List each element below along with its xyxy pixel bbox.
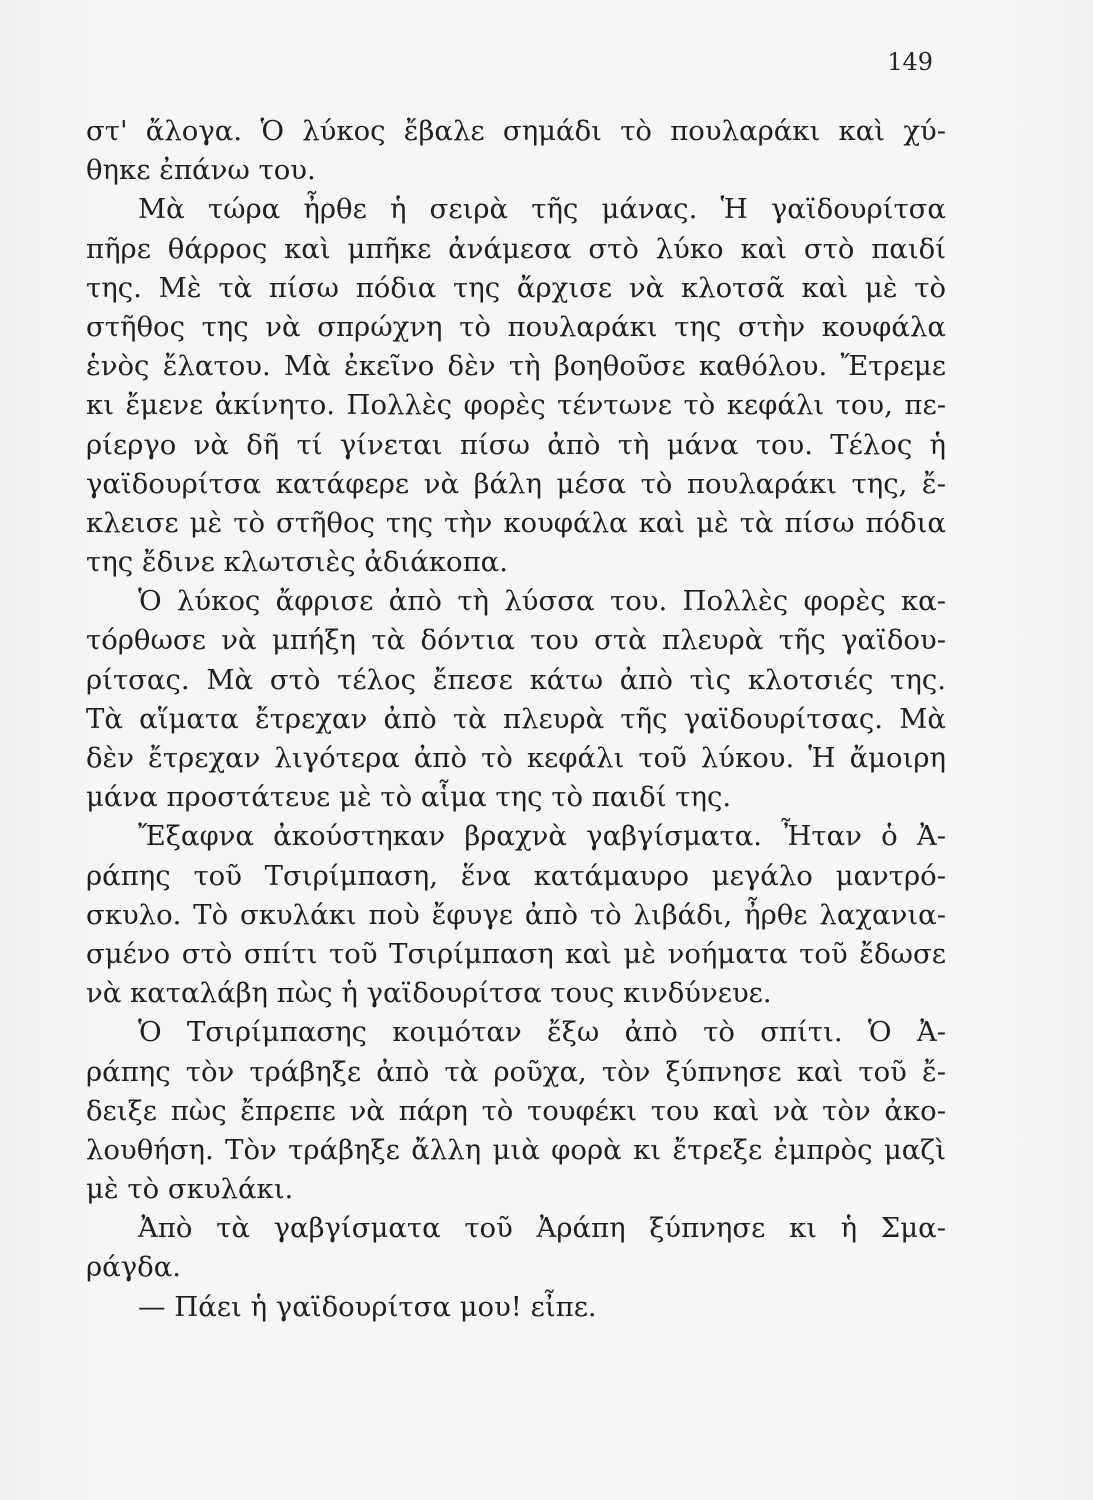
- text-line: δειξε πὼς ἔπρεπε νὰ πάρη τὸ τουφέκι του καὶ νὰ τὸν ἀκο-: [86, 1094, 946, 1127]
- text-line: λουθήση. Τὸν τράβηξε ἄλλη μιὰ φορὰ κι ἔτρεξε ἐμπρὸς μαζὶ: [86, 1133, 946, 1166]
- text-line: της ἔδινε κλωτσιὲς ἀδιάκοπα.: [86, 546, 508, 579]
- text-line: Μὰ τώρα ἦρθε ἡ σειρὰ τῆς μάνας. Ἡ γαϊδουρίτσα: [138, 193, 946, 226]
- text-line: πῆρε θάρρος καὶ μπῆκε ἀνάμεσα στὸ λύκο καὶ στὸ παιδί: [86, 232, 946, 265]
- text-line: στ' ἄλογα. Ὁ λύκος ἔβαλε σημάδι τὸ πουλαράκι καὶ χύ-: [86, 115, 946, 147]
- text-line: της. Μὲ τὰ πίσω πόδια της ἄρχισε νὰ κλοτσᾶ καὶ μὲ τὸ: [86, 271, 946, 304]
- text-line: ρίτσας. Μὰ στὸ τέλος ἔπεσε κάτω ἀπὸ τὶς κλοτσιές της.: [86, 663, 946, 696]
- body-text: [86, 112, 946, 1327]
- text-line: Ἔξαφνα ἀκούστηκαν βραχνὰ γαβγίσματα. Ἦταν ὁ Ἀ-: [138, 820, 946, 853]
- text-line: νὰ καταλάβη πὼς ἡ γαϊδουρίτσα τους κινδύνευε.: [86, 977, 772, 1010]
- text-line: μὲ τὸ σκυλάκι.: [86, 1173, 294, 1206]
- text-line: — Πάει ἡ γαϊδουρίτσα μου! εἶπε.: [138, 1290, 597, 1323]
- text-line: σμένο στὸ σπίτι τοῦ Τσιρίμπαση καὶ μὲ νοήματα τοῦ ἔδωσε: [86, 937, 946, 970]
- text-line: κι ἔμενε ἀκίνητο. Πολλὲς φορὲς τέντωνε τὸ κεφάλι του, πε-: [86, 389, 946, 422]
- text-line: Τὰ αἵματα ἔτρεχαν ἀπὸ τὰ πλευρὰ τῆς γαϊδουρίτσας. Μὰ: [86, 702, 946, 735]
- text-line: Ὁ Τσιρίμπασης κοιμόταν ἔξω ἀπὸ τὸ σπίτι. Ὁ Ἀ-: [138, 1016, 946, 1049]
- text-line: κλεισε μὲ τὸ στῆθος της τὴν κουφάλα καὶ μὲ τὰ πίσω πόδια: [86, 506, 946, 539]
- text-line: σκυλο. Τὸ σκυλάκι ποὺ ἔφυγε ἀπὸ τὸ λιβάδι, ἦρθε λαχανια-: [86, 898, 946, 931]
- text-line: ρίεργο νὰ δῆ τί γίνεται πίσω ἀπὸ τὴ μάνα του. Τέλος ἡ: [86, 428, 946, 461]
- text-line: ράγδα.: [86, 1251, 182, 1284]
- page-number: 149: [887, 48, 933, 76]
- text-line: Ὁ λύκος ἄφρισε ἀπὸ τὴ λύσσα του. Πολλὲς φορὲς κα-: [138, 585, 946, 618]
- text-line: ἑνὸς ἔλατου. Μὰ ἐκεῖνο δὲν τὴ βοηθοῦσε καθόλου. Ἔτρεμε: [86, 350, 946, 383]
- text-line: ράπης τοῦ Τσιρίμπαση, ἕνα κατάμαυρο μεγάλο μαντρό-: [86, 859, 946, 892]
- text-line: δὲν ἔτρεχαν λιγότερα ἀπὸ τὸ κεφάλι τοῦ λύκου. Ἡ ἄμοιρη: [86, 742, 946, 774]
- text-line: θηκε ἐπάνω του.: [86, 154, 316, 187]
- text-line: τόρθωσε νὰ μπήξη τὰ δόντια του στὰ πλευρὰ τῆς γαϊδου-: [86, 624, 946, 657]
- text-line: ράπης τὸν τράβηξε ἀπὸ τὰ ροῦχα, τὸν ξύπνησε καὶ τοῦ ἔ-: [86, 1055, 946, 1088]
- text-line: μάνα προστάτευε μὲ τὸ αἷμα της τὸ παιδί της.: [86, 781, 732, 814]
- text-line: γαϊδουρίτσα κατάφερε νὰ βάλη μέσα τὸ πουλαράκι της, ἔ-: [86, 467, 946, 500]
- text-line: στῆθος της νὰ σπρώχνη τὸ πουλαράκι της στὴν κουφάλα: [86, 310, 946, 343]
- text-line: Ἀπὸ τὰ γαβγίσματα τοῦ Ἀράπη ξύπνησε κι ἡ Σμα-: [138, 1212, 946, 1245]
